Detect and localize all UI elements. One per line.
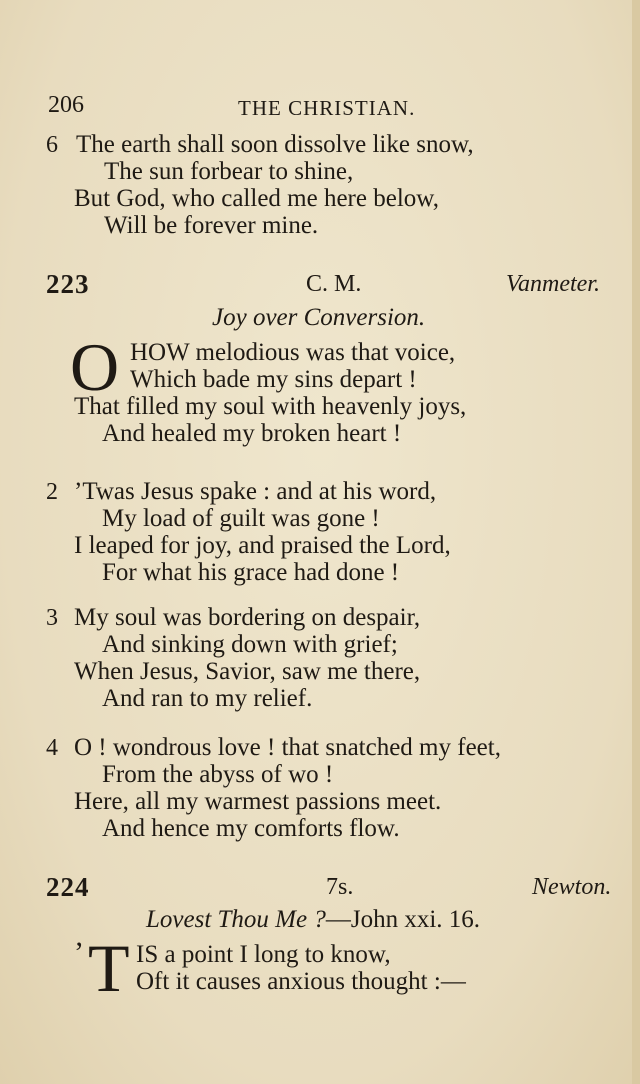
- verse-line: And healed my broken heart !: [102, 420, 402, 447]
- verse-line: My soul was bordering on despair,: [74, 604, 421, 631]
- scripture-reference: —John xxi. 16.: [325, 906, 481, 933]
- running-title: THE CHRISTIAN.: [238, 96, 416, 120]
- hymn-number: 223: [46, 269, 90, 299]
- verse-line: The sun forbear to shine,: [104, 158, 354, 185]
- hymn-tune: Vanmeter.: [506, 271, 600, 297]
- stanza-number: 3: [46, 605, 58, 631]
- verse-line: For what his grace had done !: [102, 559, 400, 586]
- verse-line: O ! wondrous love ! that snatched my feet,: [74, 734, 501, 761]
- verse-line: From the abyss of wo !: [102, 761, 334, 788]
- verse-line: Will be forever mine.: [104, 212, 319, 239]
- verse-line: IS a point I long to know,: [136, 941, 391, 968]
- verse-line: Oft it causes anxious thought :—: [136, 968, 466, 995]
- verse-line: When Jesus, Savior, saw me there,: [74, 658, 421, 685]
- verse-line: I leaped for joy, and praised the Lord,: [74, 532, 451, 559]
- page-number: 206: [48, 92, 84, 118]
- verse-line: My load of guilt was gone !: [102, 505, 380, 532]
- hymn-title: [146, 906, 480, 934]
- stanza-number: 2: [46, 479, 58, 505]
- drop-cap: O: [70, 329, 120, 405]
- hymn-meter: 7s.: [326, 874, 354, 900]
- verse-line: ’Twas Jesus spake : and at his word,: [74, 478, 437, 505]
- hymn-title-italic: Lovest Thou Me ?: [146, 906, 326, 933]
- hymn-tune: Newton.: [532, 874, 612, 900]
- hymn-number: 224: [46, 872, 90, 902]
- verse-line: The earth shall soon dissolve like snow,: [76, 131, 474, 158]
- hymn-meter: C. M.: [306, 271, 362, 297]
- verse-line: Here, all my warmest passions meet.: [74, 788, 442, 815]
- verse-line: But God, who called me here below,: [74, 185, 439, 212]
- stanza-number: 6: [46, 132, 58, 158]
- hymn-title: Joy over Conversion.: [212, 304, 426, 331]
- apostrophe-mark: ’: [74, 936, 84, 969]
- verse-line: Which bade my sins depart !: [130, 366, 417, 393]
- verse-line: And sinking down with grief;: [102, 631, 398, 658]
- verse-line: That filled my soul with heavenly joys,: [74, 393, 467, 420]
- page-edge: [632, 0, 640, 1084]
- drop-cap: T: [88, 930, 130, 1006]
- verse-line: And hence my comforts flow.: [102, 815, 400, 842]
- stanza-number: 4: [46, 735, 58, 761]
- verse-line: And ran to my relief.: [102, 685, 313, 712]
- verse-line: HOW melodious was that voice,: [130, 339, 456, 366]
